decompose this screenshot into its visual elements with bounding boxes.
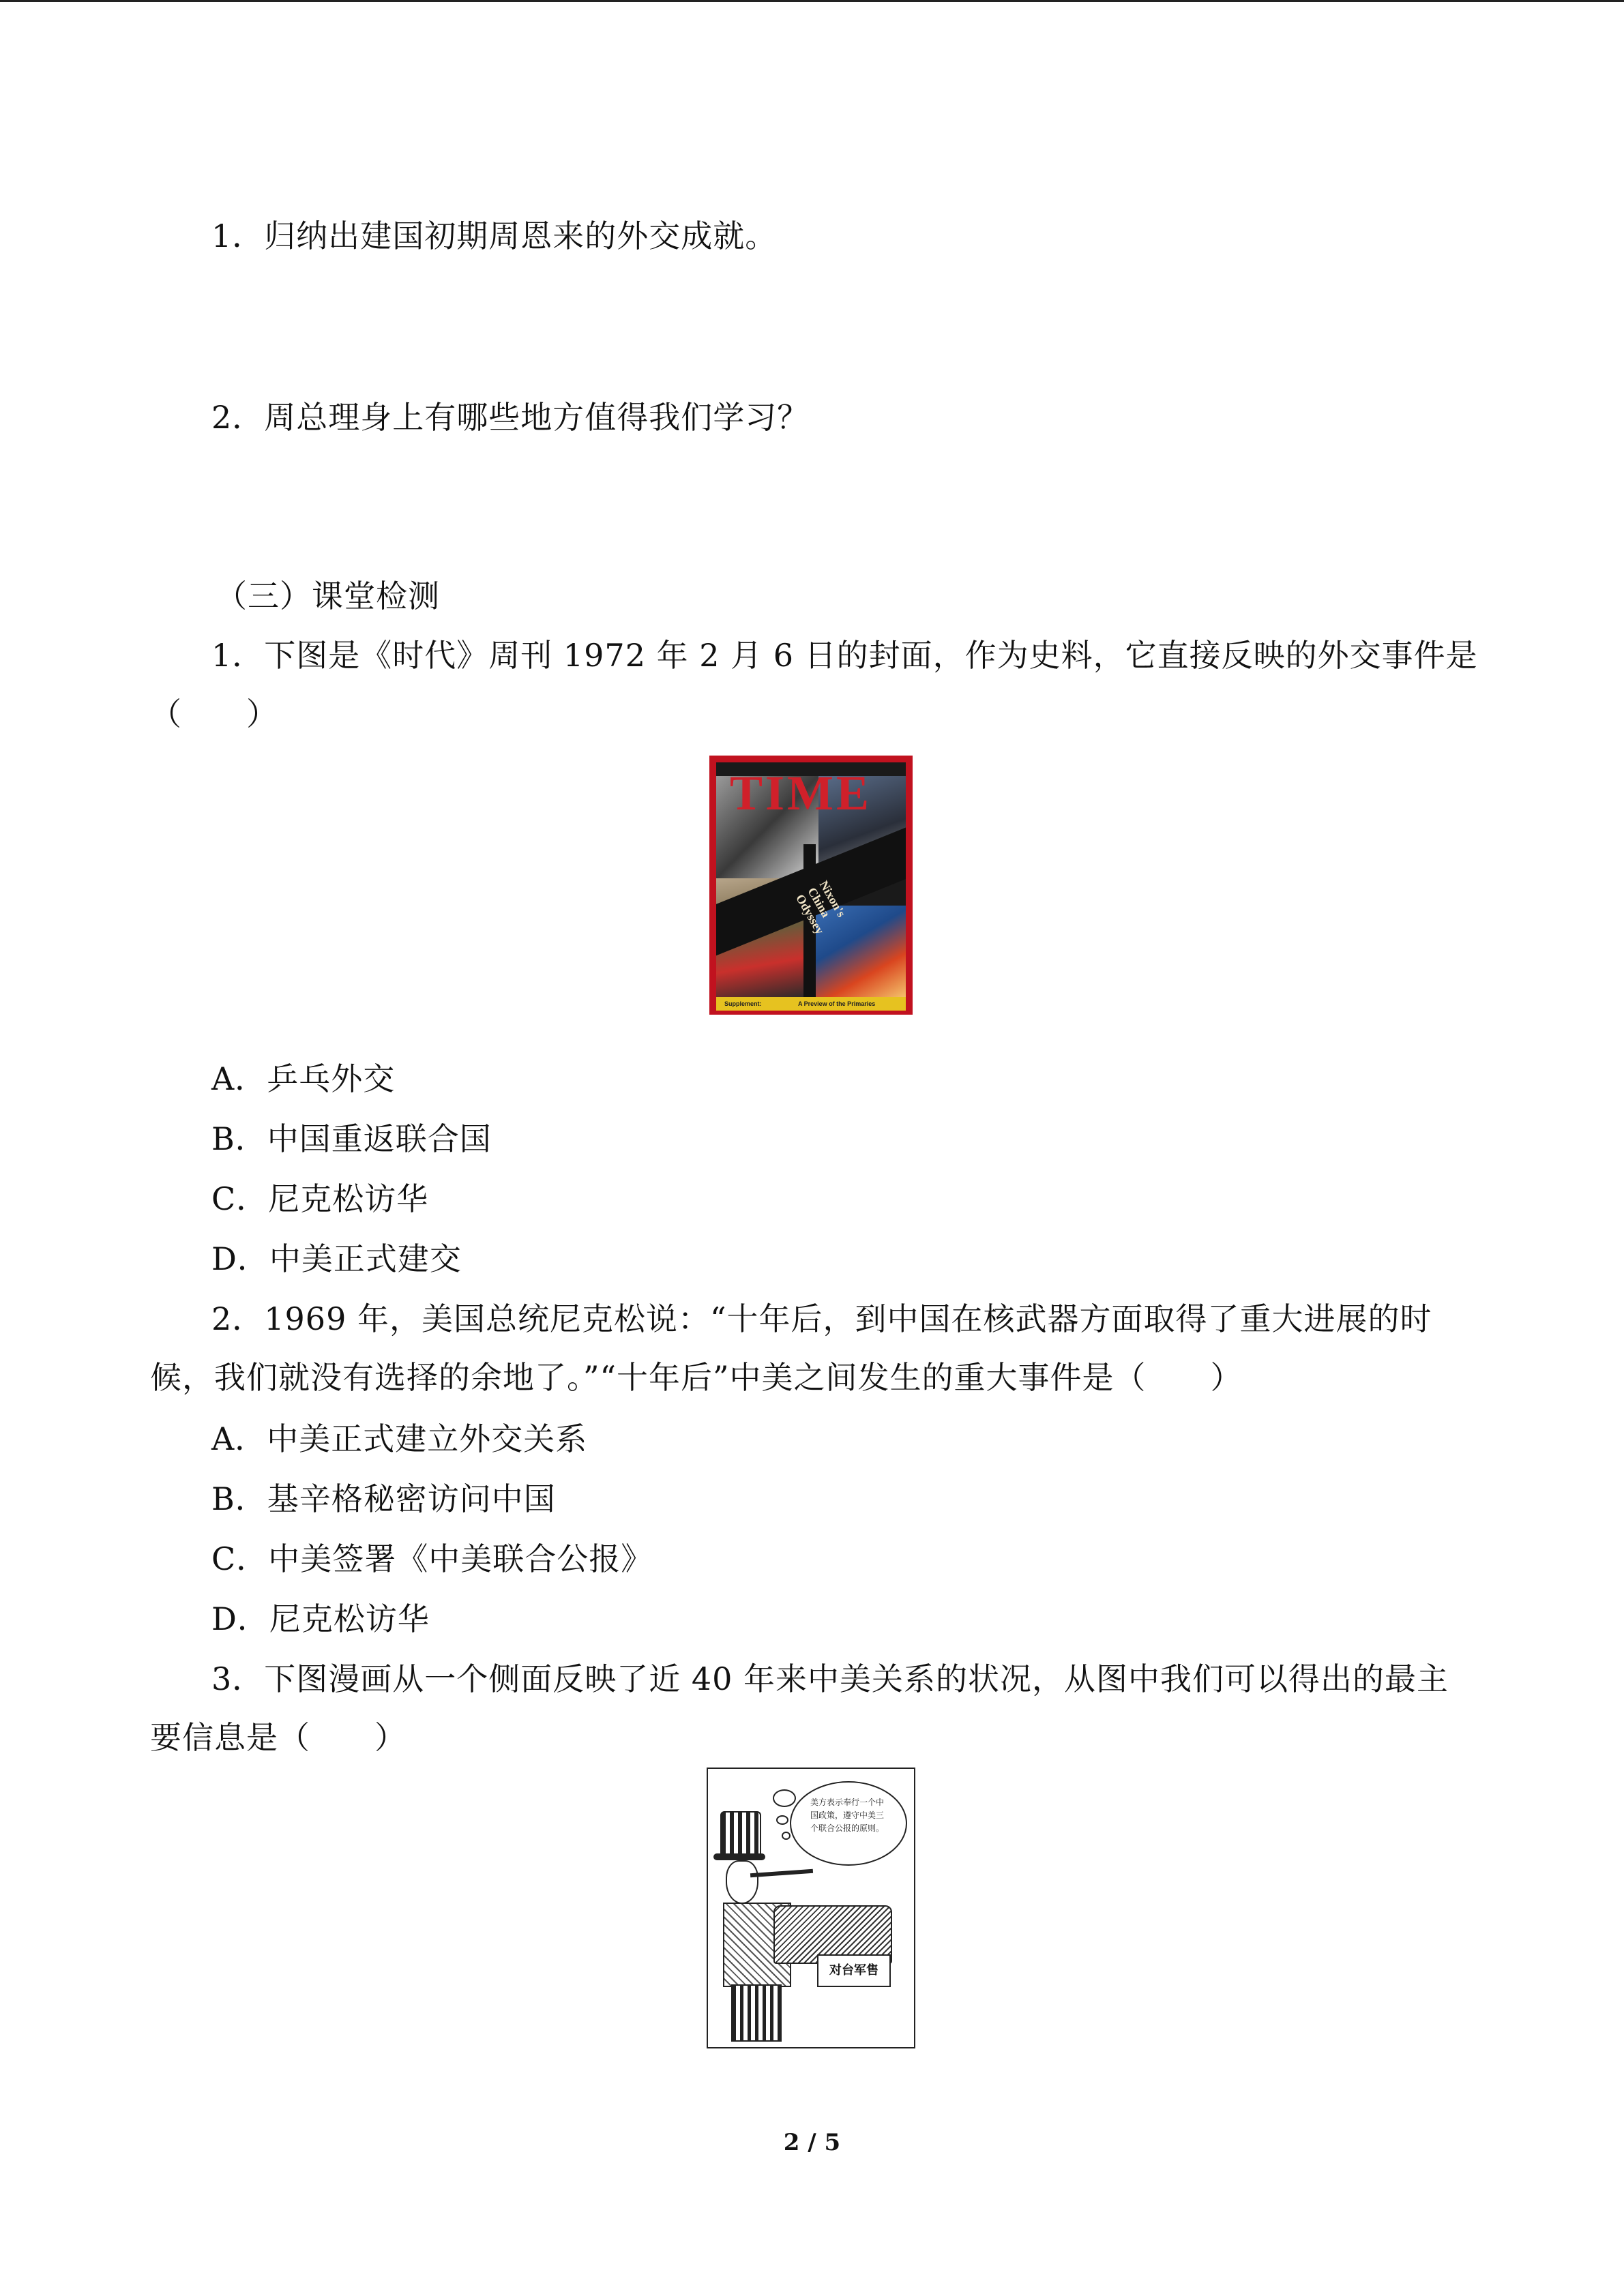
q2-option-b: B．基辛格秘密访问中国 (211, 1480, 556, 1517)
hat-brim (713, 1853, 765, 1860)
uncle-sam-face (726, 1860, 758, 1904)
q1-option-a: A．乒乓外交 (211, 1060, 396, 1097)
question-1-stem: 1．下图是《时代》周刊 1972 年 2 月 6 日的封面，作为史料，它直接反映的外交事件是 (211, 637, 1478, 674)
q1-option-b: B．中国重返联合国 (211, 1120, 492, 1157)
question-3-stem: 3．下图漫画从一个侧面反映了近 40 年来中美关系的状况，从图中我们可以得出的最主 (211, 1660, 1449, 1697)
top-border (0, 0, 1624, 2)
thought-bubble (776, 1815, 788, 1825)
question-3-stem-continued: 要信息是（ ） (150, 1719, 407, 1756)
crate-label: 对台军售 (817, 1954, 891, 1987)
cover-bottom-strip (716, 997, 906, 1011)
q2-option-d: D．尼克松访华 (211, 1600, 430, 1637)
reflection-question-2: 2．周总理身上有哪些地方值得我们学习？ (211, 399, 810, 436)
uncle-sam-cartoon-image (707, 1768, 915, 2048)
long-nose (750, 1869, 813, 1877)
question-2-stem-continued: 候，我们就没有选择的余地了。”“十年后”中美之间发生的重大事件是（ ） (150, 1359, 1243, 1396)
q2-option-a: A．中美正式建立外交关系 (211, 1420, 588, 1457)
speech-bubble-text: 美方表示奉行一个中国政策，遵守中美三个联合公报的原则。 (810, 1798, 885, 1833)
time-magazine-cover-image (709, 756, 913, 1015)
page-number: 2 / 5 (783, 2129, 841, 2156)
q2-option-c: C．中美签署《中美联合公报》 (211, 1540, 653, 1577)
uncle-sam-hat (720, 1811, 761, 1858)
q1-option-d: D．中美正式建交 (211, 1240, 462, 1277)
reflection-question-1: 1．归纳出建国初期周恩来的外交成就。 (211, 218, 778, 254)
cover-tagline: Nixon's China Odyssey (793, 878, 849, 937)
q1-option-c: C．尼克松访华 (211, 1180, 429, 1217)
uncle-sam-legs (731, 1984, 782, 2042)
question-1-stem-continued: （ ） (150, 696, 278, 732)
time-logo: TIME (730, 766, 872, 820)
thought-bubble (773, 1789, 796, 1807)
cover-strip-left: Supplement: (724, 1000, 762, 1007)
section-heading: （三）课堂检测 (216, 578, 440, 614)
cover-strip-right: A Preview of the Primaries (798, 1000, 876, 1007)
thought-bubble (782, 1832, 791, 1840)
question-2-stem: 2．1969 年，美国总统尼克松说：“十年后，到中国在核武器方面取得了重大进展的时 (211, 1300, 1432, 1337)
